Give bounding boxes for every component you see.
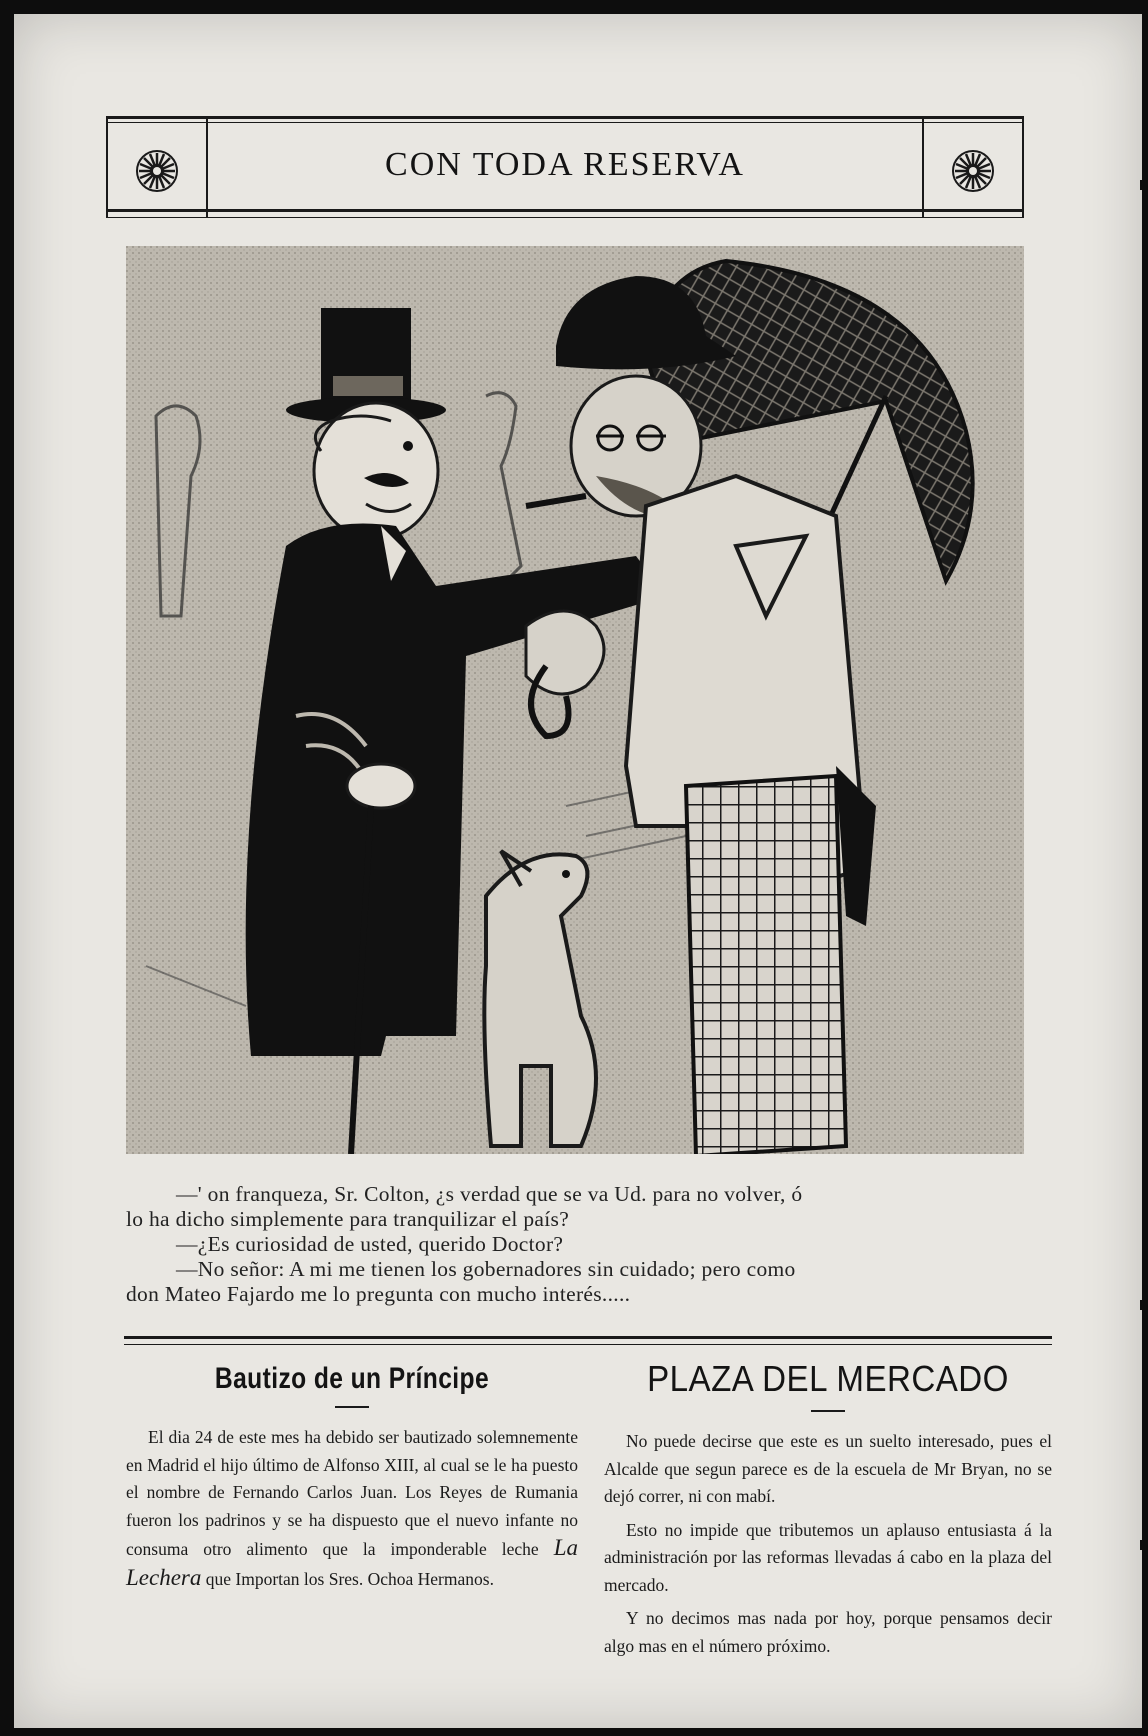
article-text: que Importan los Sres. Ochoa Hermanos. xyxy=(205,1568,494,1589)
banner-rule xyxy=(106,217,1024,218)
caption-line: don Mateo Fajardo me lo pregunta con mucho interés..... xyxy=(126,1282,631,1306)
article-paragraph: Y no decimos mas nada por hoy, porque pensamos decir algo mas en el número próximo. xyxy=(604,1608,1052,1656)
scan-edge-mark xyxy=(1140,1300,1148,1310)
brand-name: La Lechera xyxy=(126,1535,579,1590)
cartoon-caption xyxy=(126,1182,1052,1307)
article-bautizo xyxy=(126,1354,578,1593)
magazine-page xyxy=(14,14,1142,1728)
caption-line: —¿Es curiosidad de usted, querido Doctor? xyxy=(176,1232,564,1256)
cartoon-drawing xyxy=(126,246,1024,1154)
article-heading: PLAZA DEL MERCADO xyxy=(647,1358,1009,1399)
article-text: El dia 24 de este mes ha debido ser bautizado solemnemente en Madrid el hijo último de Alfonso XIII, al cual se le ha puesto el nombre de Fernando Carlos Juan. Los Reyes de Rumania fueron los padrinos y se ha dispuesto que el nuevo infante no consuma otro alimento que la imponderable leche xyxy=(126,1427,578,1559)
caption-line: —No señor: A mi me tienen los gobernadores sin cuidado; pero como xyxy=(176,1257,796,1281)
scan-edge-mark xyxy=(1140,1540,1148,1550)
section-banner xyxy=(96,106,1034,224)
banner-border xyxy=(106,116,108,218)
caption-line: lo ha dicho simplemente para tranquilizar el país? xyxy=(126,1207,570,1231)
heading-rule xyxy=(811,1410,845,1412)
article-heading: Bautizo de un Príncipe xyxy=(214,1362,490,1395)
banner-border xyxy=(922,116,924,218)
banner-rule xyxy=(106,116,1024,119)
article-paragraph: No puede decirse que este es un suelto interesado, pues el Alcalde que segun parece es de la escuela de Mr Bryan, no se dejó correr, ni con mabí. xyxy=(604,1431,1052,1506)
banner-border xyxy=(1022,116,1024,218)
article-body xyxy=(126,1424,578,1593)
article-plaza-del-mercado xyxy=(604,1354,1052,1660)
scan-edge-mark xyxy=(1140,180,1148,190)
article-paragraph: Esto no impide que tributemos un aplauso entusiasta á la administración por las reformas llevadas á cabo en la plaza del mercado. xyxy=(604,1519,1052,1595)
banner-rule xyxy=(106,122,1024,123)
banner-rule xyxy=(106,209,1024,212)
section-divider xyxy=(124,1344,1052,1345)
heading-rule xyxy=(335,1406,369,1408)
section-divider xyxy=(124,1336,1052,1339)
cartoon-illustration xyxy=(126,246,1024,1154)
banner-title: CON TODA RESERVA xyxy=(385,146,745,183)
banner-border xyxy=(206,116,208,218)
rosette-ornament-icon xyxy=(134,148,180,194)
rosette-ornament-icon xyxy=(950,148,996,194)
caption-line: —' on franqueza, Sr. Colton, ¿s verdad que se va Ud. para no volver, ó xyxy=(176,1182,803,1206)
